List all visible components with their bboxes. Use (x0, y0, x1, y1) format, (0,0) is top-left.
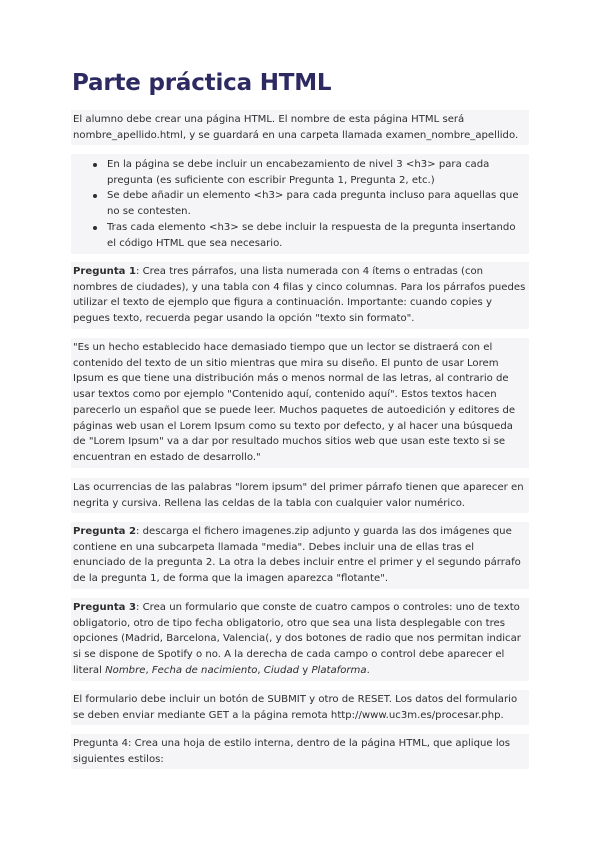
page-title: Parte práctica HTML (72, 70, 332, 96)
separator: , (257, 664, 264, 676)
sample-quote-paragraph (71, 338, 529, 468)
separator: y (299, 664, 312, 676)
separator: . (366, 664, 370, 676)
list-item: Se debe añadir un elemento <h3> para cada pregunta incluso para aquellas que no se contesten. (107, 188, 527, 219)
sample-quote-text: "Es un hecho establecido hace demasiado tiempo que un lector se distraerá con el contenido del texto de un sitio mientras que mira su diseño. El punto de usar Lorem Ipsum es que tiene una distribución más o menos normal de las letras, al contrario de usar textos como por ejemplo "Contenido aquí, contenido aquí". Estos textos hacen parecerlo un español que se puede leer. Muchos paquetes de autoedición y editores de páginas web usan el Lorem Ipsum como su texto por defecto, y al hacer una búsqueda de "Lorem Ipsum" va a dar por resultado muchos sitios web que usan este texto si se encuentran en estado de desarrollo." (73, 342, 516, 463)
question-2-text: : descarga el fichero imagenes.zip adjunto y guarda las dos imágenes que contiene en una subcarpeta llamada "media". Debes incluir una de ellas tras el enunciado de la pregunta 2. La otra la debes incluir entre el primer y el segundo párrafo de la pregunta 1, de forma que la imagen aparezca "flotante". (73, 526, 521, 585)
instructions-list (71, 154, 529, 254)
question-4-text: Pregunta 4: Crea una hoja de estilo interna, dentro de la página HTML, que aplique los siguientes estilos: (73, 738, 511, 765)
question-2-paragraph (71, 522, 529, 589)
literal-fecha: Fecha de nacimiento (151, 664, 258, 676)
form-note-paragraph (71, 690, 529, 725)
question-3-paragraph (71, 598, 529, 681)
literal-plataforma: Plataforma (311, 664, 367, 676)
intro-paragraph (71, 110, 529, 145)
question-1-paragraph (71, 262, 529, 329)
question-2-label: Pregunta 2 (73, 526, 136, 537)
question-1-label: Pregunta 1 (73, 266, 136, 277)
question-4-paragraph (71, 734, 529, 769)
intro-text: El alumno debe crear una página HTML. El nombre de esta página HTML será nombre_apellido.html, y se guardará en una carpeta llamada examen_nombre_apellido. (73, 114, 519, 141)
list-item: Tras cada elemento <h3> se debe incluir la respuesta de la pregunta insertando el código HTML que sea necesario. (107, 220, 527, 251)
occurrences-paragraph (71, 478, 529, 513)
separator: , (145, 664, 152, 676)
question-3-text: : Crea un formulario que conste de cuatro campos o controles: uno de texto obligatorio, otro de tipo fecha obligatorio, otro que sea una lista desplegable con tres opciones (Madrid, Barcelona, Valencia(, y dos botones de radio que nos permitan indicar si se dispone de Spotify o no. A la derecha de cada campo o control debe aparecer el literal (73, 602, 521, 676)
occurrences-text: Las ocurrencias de las palabras "lorem ipsum" del primer párrafo tienen que aparecer en negrita y cursiva. Rellena las celdas de la tabla con cualquier valor numérico. (73, 482, 524, 509)
question-3-label: Pregunta 3 (73, 602, 136, 613)
question-1-text: : Crea tres párrafos, una lista numerada con 4 ítems o entradas (con nombres de ciudades), y una tabla con 4 filas y cinco columnas. Para los párrafos puedes utilizar el texto de ejemplo que figura a continuación. Importante: cuando copies y pegues texto, recuerda pegar usando la opción "texto sin formato". (73, 266, 526, 325)
form-note-text: El formulario debe incluir un botón de SUBMIT y otro de RESET. Los datos del formulario se deben enviar mediante GET a la página remota http://www.uc3m.es/procesar.php. (73, 694, 518, 721)
literal-nombre: Nombre (105, 664, 146, 676)
literal-ciudad: Ciudad (263, 664, 300, 676)
list-item: En la página se debe incluir un encabezamiento de nivel 3 <h3> para cada pregunta (es suficiente con escribir Pregunta 1, Pregunta 2, etc.) (107, 157, 527, 188)
